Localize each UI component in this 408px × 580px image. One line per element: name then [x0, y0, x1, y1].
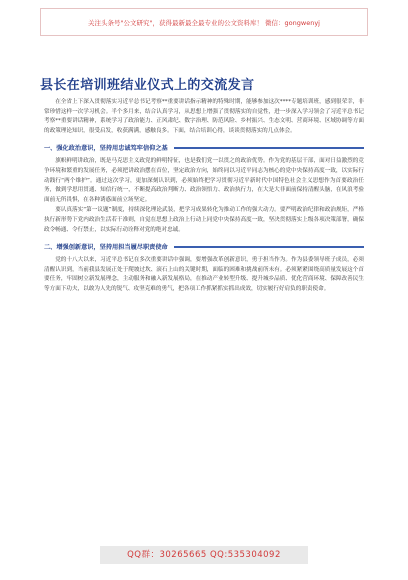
section-heading	[44, 242, 364, 251]
body-paragraph: 旗帜鲜明讲政治，既是马克思主义政党的鲜明特征，也是我们党一以贯之的政治优势。作为党的基层干部，面对日益激烈的竞争环境和繁重的发展任务，必须把讲政治摆在首位，坚定政治方向，始终同以习近平同志为核心的党中央保持高度一致，以实际行动践行“两个维护”。通过这次学习，更加深刻认识到，必须始终把学习贯彻习近平新时代中国特色社会主义思想作为首要政治任务，做到学思用贯通、知信行统一，不断提高政治判断力、政治领悟力、政治执行力，在大是大非面前保持清醒头脑，在风浪考验面前无所畏惧，在各种诱惑面前立场坚定。	[44, 158, 364, 203]
heading-underline	[174, 246, 364, 248]
contact-footer	[100, 546, 308, 564]
section-heading	[44, 143, 364, 152]
promo-banner-text: 关注头条号"公文研究"，获得最新最全最专业的公文资料库！ 微信：gongwenyj	[88, 19, 320, 27]
document-body	[44, 98, 364, 296]
body-paragraph: 要认真落实“第一议题”制度，持续深化理论武装，把学习成果转化为推动工作的强大动力。要严明政治纪律和政治规矩，严格执行新形势下党内政治生活若干准则，自觉在思想上政治上行动上同党中央保持高度一致，坚决贯彻落实上级各项决策部署，确保政令畅通、令行禁止，以实际行动诠释对党的绝对忠诚。	[44, 207, 364, 233]
section-heading-text: 一、强化政治意识，坚持用忠诚笃牢信仰之基	[44, 145, 168, 153]
document-title: 县长在培训班结业仪式上的交流发言	[40, 78, 255, 93]
heading-underline	[174, 147, 364, 149]
body-paragraph: 党的十八大以来，习近平总书记在多次重要讲话中强调，要增强改革创新意识，勇于担当作为。作为县委领导班子成员，必须清醒认识到，当前我县发展正处于爬坡过坎、滚石上山的关键时期，面临的困难和挑战前所未有。必须紧紧围绕高质量发展这个首要任务，牢固树立新发展理念，主动服务和融入新发展格局，在推动产业转型升级、提升城乡品质、优化营商环境、保障改善民生等方面下功夫，以敢为人先的锐气、攻坚克难的勇气，把各项工作抓紧抓实抓出成效，切实履行好肩负的职责使命。	[44, 257, 364, 292]
intro-paragraph: 在全省上下深入贯彻落实习近平总书记考察**重要讲话指示精神的特殊时期，能够参加这次****专题培训班，感到很荣幸，非常珍惜这样一次学习机会。半个多月来，结合认真学习，从思想上增强了贯彻落实的自觉性，进一步深入学习领会了习近平总书记考察**重要讲话精神，系统学习了政治能力、正风肃纪、数字治理、防范风险、乡村振兴、生态文明、营商环境、区域协调等方面的政策理论知识，很受启发，收获满满，感触良多。下面，结合培训心得，谈谈贯彻落实的几点体会。	[44, 99, 364, 134]
contact-footer-text: QQ群：30265665 QQ:535304092	[127, 550, 281, 560]
promo-banner	[40, 8, 368, 36]
section-heading-text: 二、增强创新意识，坚持用担当履尽职责使命	[44, 244, 168, 252]
